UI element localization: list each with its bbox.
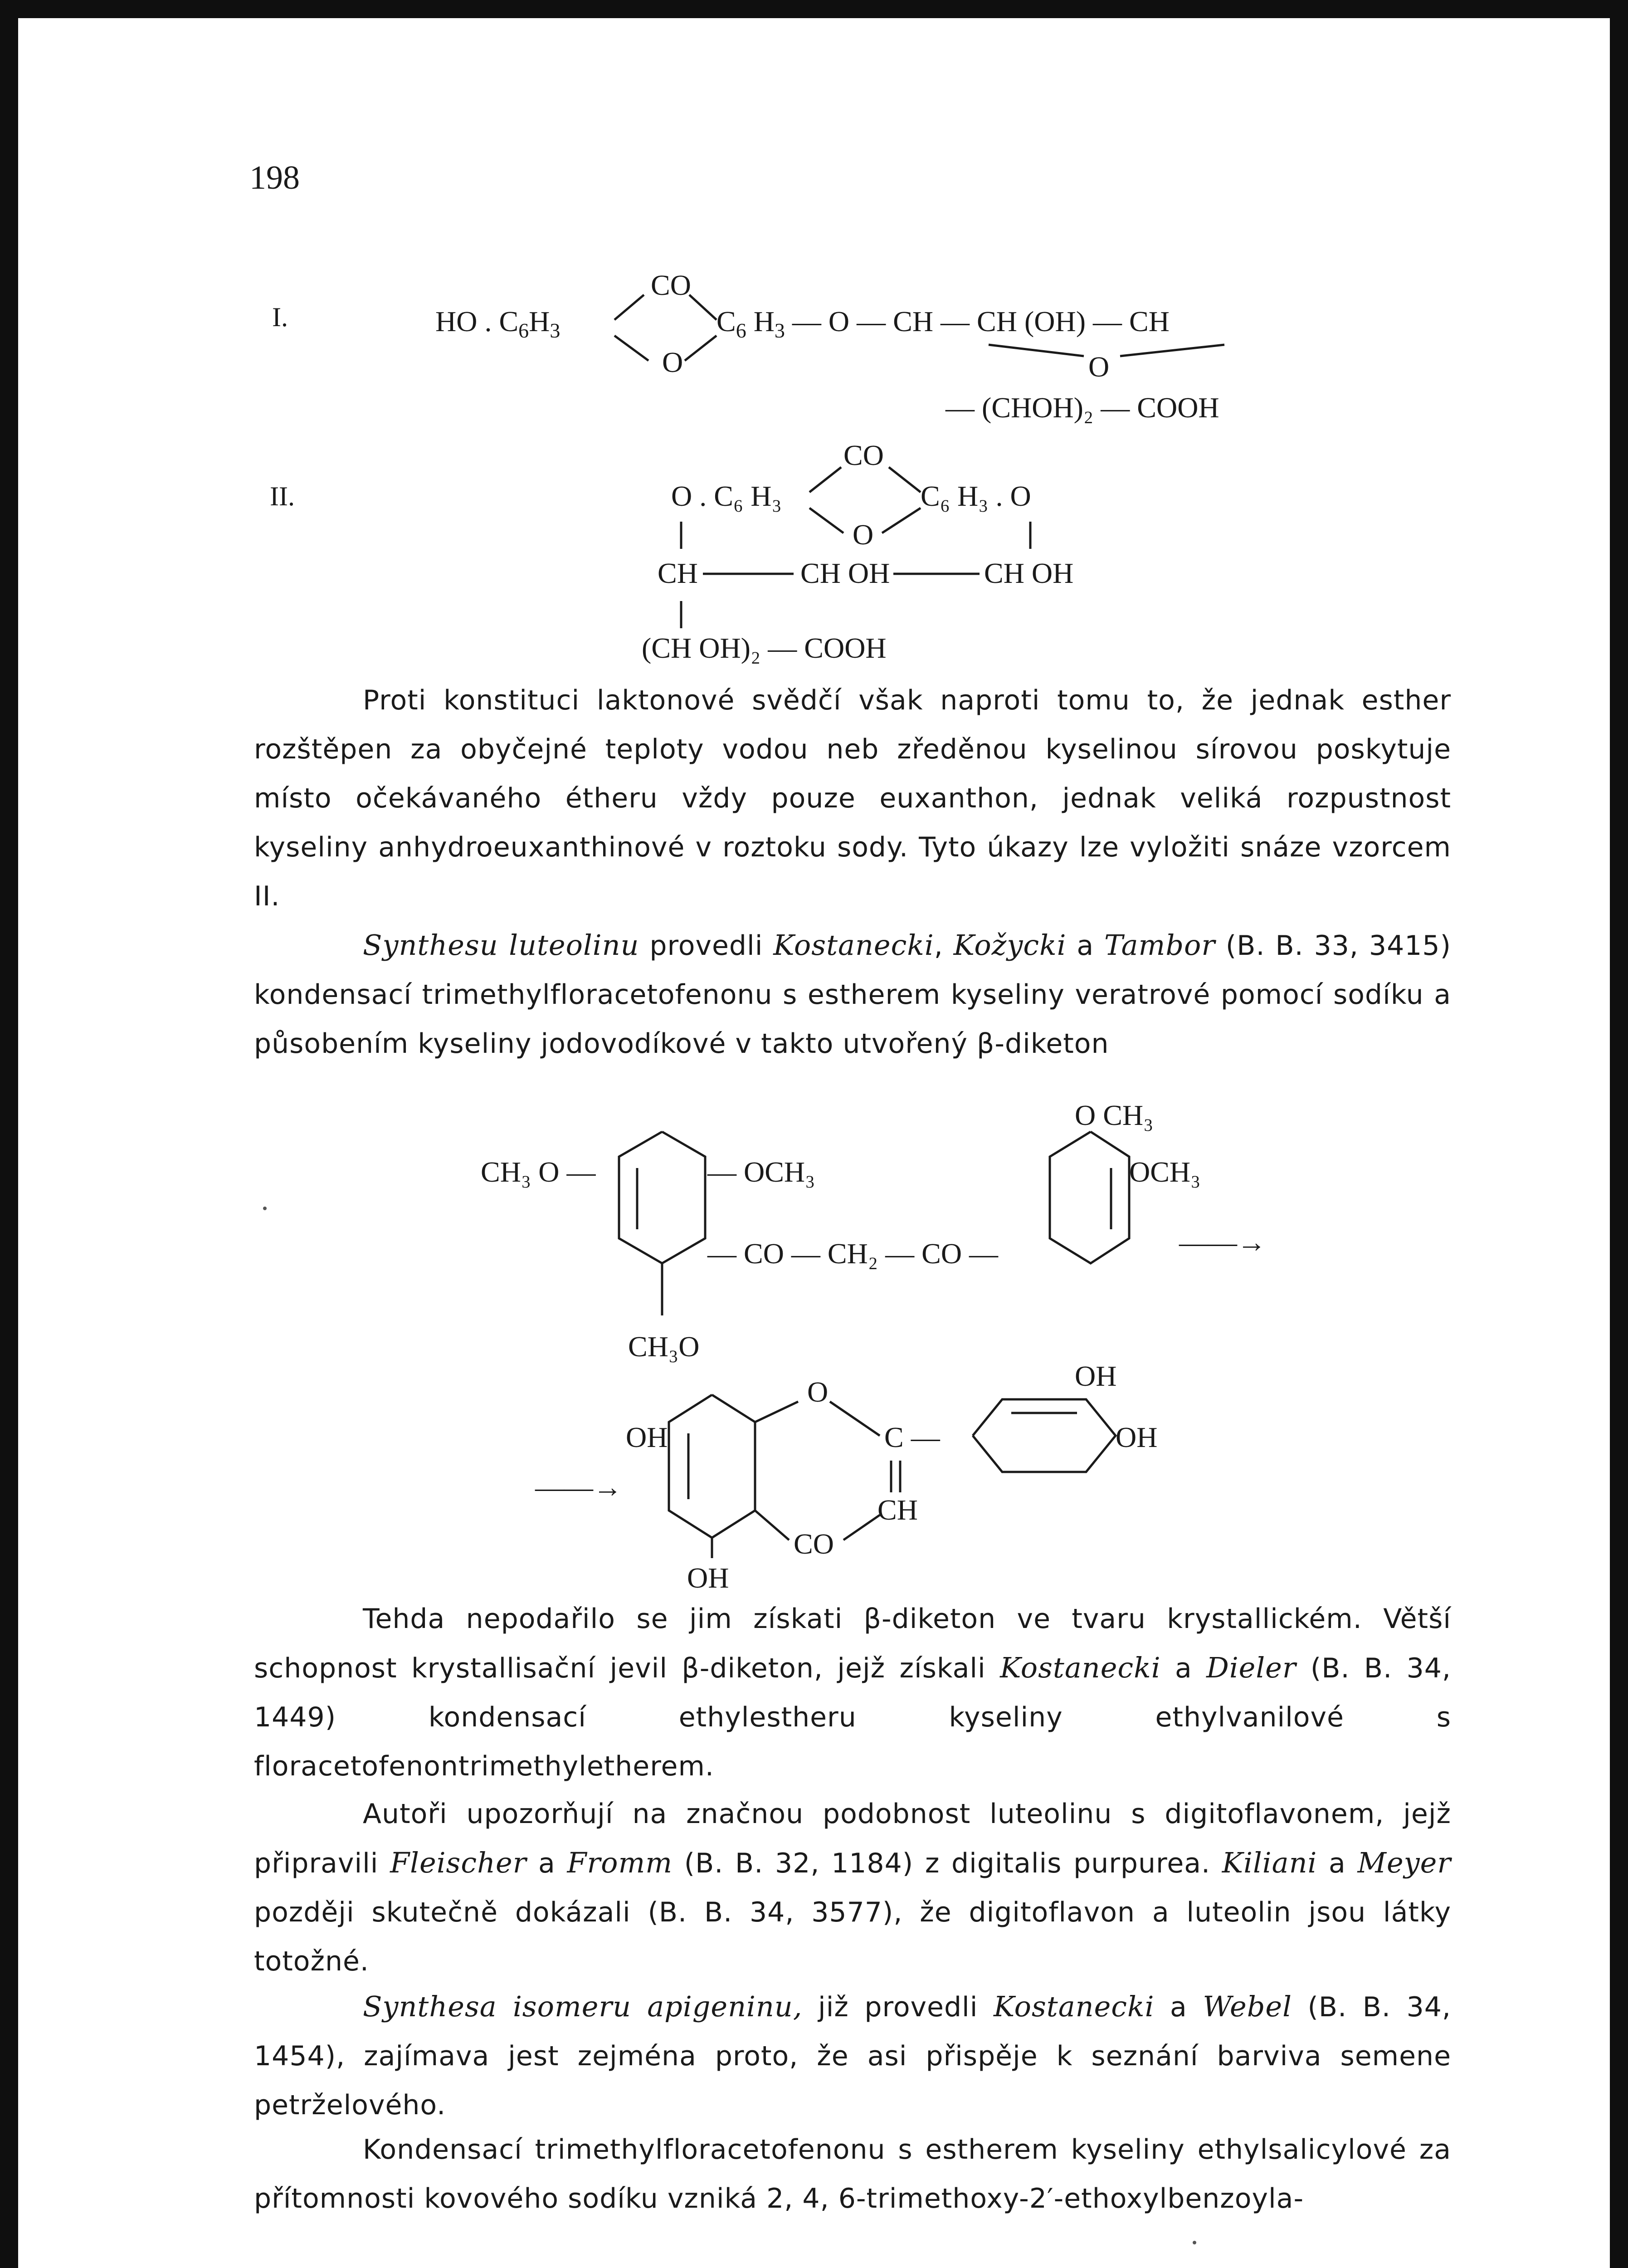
author-kiliani: Kiliani [1222, 1846, 1317, 1879]
formula-II-row2-mid: CH OH [800, 557, 890, 589]
scheme-1-bottom-ome: CH₃O [628, 1330, 700, 1363]
formula-I-label: I. [272, 302, 288, 332]
lead-synthesa-isomeru: Synthesa isomeru apigeninu, [363, 1990, 803, 2023]
scheme-1-right-top: O CH₃ [1075, 1099, 1154, 1131]
paragraph-5: Synthesa isomeru apigeninu, již provedli Kostanecki a Webel (B. B. 34, 1454), zajímava jest zejména proto, že asi přispěje k seznání barviva semene petrželového. [254, 1990, 1451, 2121]
formula-II-label: II. [270, 481, 295, 511]
scheme-2-phenyl-ring [973, 1399, 1116, 1472]
scheme-2-oh-right-top: OH [1075, 1360, 1117, 1392]
author-webel: Webel [1203, 1990, 1292, 2023]
page-number: 198 [249, 159, 300, 196]
author-kostanecki: Kostanecki [1000, 1651, 1161, 1684]
author-tambor: Tambor [1104, 929, 1215, 962]
scheme-2-o-top: O [807, 1376, 829, 1408]
scheme-2-benzo-ring [669, 1395, 755, 1538]
formula-II-o: O [853, 518, 874, 551]
formula-I-o: O [662, 346, 683, 378]
formula-I-left: HO . $C_6H_3$ [435, 305, 561, 342]
paragraph-2: Synthesu luteolinu provedli Kostanecki, Kožycki a Tambor (B. B. 33, 3415) kondensací trimethylfloracetofenonu s estherem kyseliny veratrové pomocí sodíku a působením kyseliny jodovodíkové v takto utvořený β-diketon [254, 929, 1451, 1060]
scheme-1-chain: — CO — CH₂ — CO — [707, 1237, 999, 1270]
scheme-1-left-ome-a: CH₃ O — [481, 1156, 596, 1188]
page [18, 18, 1610, 2268]
scan-speck [1193, 2241, 1196, 2244]
formula-II-co: CO [843, 439, 884, 471]
scheme-1-arrow: ——→ [1179, 1226, 1266, 1258]
formula-II-row2-left: CH [658, 557, 698, 589]
author-kostanecki: Kostanecki [773, 929, 934, 962]
author-kostanecki: Kostanecki [994, 1990, 1155, 2023]
scheme-2-luteolin [18, 18, 1610, 1651]
scheme-1-left-ome-b: — OCH₃ [707, 1156, 815, 1188]
author-fleischer: Fleischer [390, 1846, 527, 1879]
paragraph-4: Autoři upozorňují na značnou podobnost luteolinu s digitoflavonem, jejž připravili Fleischer a Fromm (B. B. 32, 1184) z digitalis purpurea. Kiliani a Meyer později skutečně dokázali (B. B. 34, 3577), že digitoflavon a luteolin jsou látky totožné. [254, 1798, 1451, 1977]
formula-I-ring-o: O [1088, 351, 1110, 383]
scheme-2-ch: CH [877, 1494, 918, 1526]
scheme-2-co: CO [794, 1528, 834, 1560]
scheme-1-right-ome: OCH₃ [1129, 1156, 1201, 1188]
paragraph-1: Proti konstituci laktonové svědčí však naproti tomu to, že jednak esther rozštěpen za obyčejné teploty vodou neb zředěnou kyselinou sírovou poskytuje místo očekávaného étheru vždy pouze euxanthon, jednak veliká rozpustnost kyseliny anhydroeuxanthinové v roztoku sody. Tyto úkazy lze vyložiti snáze vzorcem II. [254, 684, 1451, 912]
paragraph-3: Tehda nepodařilo se jim získati β-diketon ve tvaru krystallickém. Větší schopnost krystallisační jevil β-diketon, jejž získali Kostanecki a Dieler (B. B. 34, 1449) kondensací ethylestheru kyseliny ethylvanilové s floracetofenontrimethyletherem. [254, 1603, 1451, 1782]
paragraph-6: Kondensací trimethylfloracetofenonu s estherem kyseliny ethylsalicylové za přítomnosti kovového sodíku vzniká 2, 4, 6-trimethoxy-2′-ethoxylbenzoyla- [254, 2134, 1451, 2214]
formula-I-right: $C_6$ $H_3$ — O — CH — CH (OH) — CH [717, 305, 1170, 342]
formula-II-row3: (CH OH)₂ — COOH [642, 632, 887, 664]
scheme-2-c: C — [884, 1421, 940, 1453]
scan-speck [263, 1207, 267, 1210]
formula-I-co: CO [651, 269, 691, 301]
formula-II-right: C₆ H₃ . O [921, 480, 1031, 512]
formula-II-left: O . C₆ H₃ [671, 480, 782, 512]
author-meyer: Meyer [1357, 1846, 1451, 1879]
scheme-2-arrow: ——→ [535, 1471, 622, 1503]
author-dieler: Dieler [1206, 1651, 1297, 1684]
scheme-2-oh-bottom: OH [687, 1562, 729, 1594]
author-kozycki: Kožycki [953, 929, 1067, 962]
lead-synthesu-luteolinu: Synthesu luteolinu [363, 929, 639, 962]
formula-II-row2-right: CH OH [984, 557, 1074, 589]
formula-I-second-line: — (CHOH)₂ — COOH [946, 391, 1219, 424]
scheme-2-oh-right: OH [1116, 1421, 1158, 1453]
scheme-2-oh-left: OH [626, 1421, 668, 1453]
author-fromm: Fromm [567, 1846, 673, 1879]
